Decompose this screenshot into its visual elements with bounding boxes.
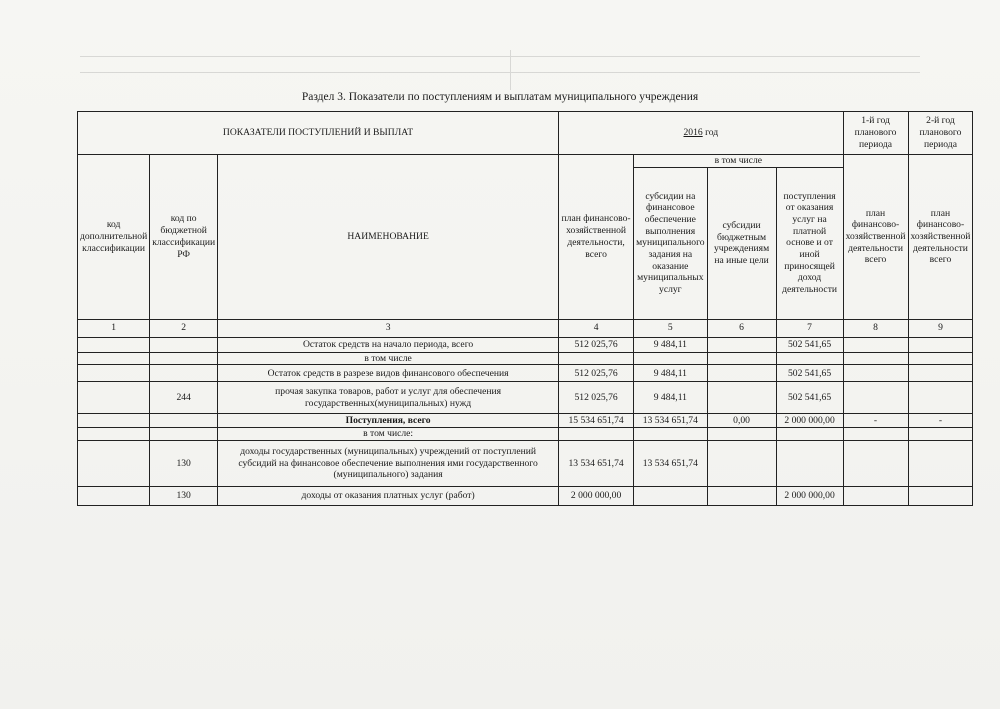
cell-paid: 502 541,65 [776, 365, 843, 382]
cell-plan-y1 [843, 487, 908, 506]
header-row-1 [78, 112, 973, 155]
cell-plan-y2 [908, 382, 973, 414]
cell-plan: 512 025,76 [559, 382, 634, 414]
column-number: 6 [707, 319, 776, 337]
column-number: 7 [776, 319, 843, 337]
header-name: НАИМЕНОВАНИЕ [218, 155, 559, 320]
cell-subsidy-task: 9 484,11 [634, 382, 707, 414]
header-kod-dop: код дополнительной классификации [78, 155, 150, 320]
cell-paid: 502 541,65 [776, 382, 843, 414]
table-row [78, 441, 973, 487]
header-plan-year-2: 2-й год планового периода [908, 112, 973, 155]
header-row-2 [78, 155, 973, 168]
cell-kod-bk [150, 414, 218, 428]
cell-kod-dop [78, 365, 150, 382]
header-year [559, 112, 843, 155]
header-paid-services: поступления от оказания услуг на платной основе и от иной приносящей доход деятельности [776, 167, 843, 319]
column-number: 2 [150, 319, 218, 337]
cell-plan-y2: - [908, 414, 973, 428]
cell-paid: 2 000 000,00 [776, 487, 843, 506]
bleed-through-shadow [80, 50, 920, 90]
cell-subsidy-other [707, 365, 776, 382]
column-number: 5 [634, 319, 707, 337]
cell-subsidy-task: 13 534 651,74 [634, 414, 707, 428]
cell-plan: 13 534 651,74 [559, 441, 634, 487]
table-row [78, 382, 973, 414]
cell-plan: 2 000 000,00 [559, 487, 634, 506]
cell-name: Остаток средств на начало периода, всего [218, 337, 559, 352]
cell-kod-dop [78, 487, 150, 506]
header-plan-y2-total: план финансово-хозяйственной деятельности всего [908, 155, 973, 320]
column-number: 9 [908, 319, 973, 337]
cell-plan [559, 428, 634, 441]
column-number: 4 [559, 319, 634, 337]
column-number: 8 [843, 319, 908, 337]
cell-plan-y2 [908, 352, 973, 365]
table-row [78, 365, 973, 382]
cell-subsidy-task [634, 487, 707, 506]
cell-kod-dop [78, 337, 150, 352]
cell-plan-y1 [843, 365, 908, 382]
cell-name: доходы от оказания платных услуг (работ) [218, 487, 559, 506]
year-value: 2016 [683, 127, 703, 139]
cell-subsidy-task [634, 428, 707, 441]
cell-paid [776, 428, 843, 441]
cell-subsidy-other [707, 487, 776, 506]
header-plan-year-1: 1-й год планового периода [843, 112, 908, 155]
cell-name: прочая закупка товаров, работ и услуг для обеспечения государственных(муниципальных) нужд [218, 382, 559, 414]
cell-plan [559, 352, 634, 365]
cell-subsidy-task: 13 534 651,74 [634, 441, 707, 487]
cell-plan-y1 [843, 337, 908, 352]
cell-subsidy-other [707, 352, 776, 365]
cell-name: Поступления, всего [218, 414, 559, 428]
section-title: Раздел 3. Показатели по поступлениям и выплатам муниципального учреждения [301, 91, 699, 103]
cell-name: доходы государственных (муниципальных) учреждений от поступлений субсидий на финансовое обеспечение выполнения ими государственного (муниципального) задания [218, 441, 559, 487]
header-subsidy-task: субсидии на финансовое обеспечение выполнения муниципального задания на оказание муниципальных услуг [634, 167, 707, 319]
cell-paid [776, 441, 843, 487]
cell-plan-y2 [908, 441, 973, 487]
cell-plan-y1 [843, 352, 908, 365]
cell-plan-y2 [908, 428, 973, 441]
cell-subsidy-other [707, 428, 776, 441]
table-row [78, 428, 973, 441]
cell-kod-bk: 130 [150, 487, 218, 506]
cell-kod-dop [78, 352, 150, 365]
cell-name: в том числе: [218, 428, 559, 441]
cell-subsidy-other [707, 382, 776, 414]
indicators-table [77, 111, 973, 506]
cell-kod-dop [78, 414, 150, 428]
header-indicators: ПОКАЗАТЕЛИ ПОСТУПЛЕНИЙ И ВЫПЛАТ [78, 112, 559, 155]
header-plan-total: план финансово-хозяйственной деятельности, всего [559, 155, 634, 320]
cell-paid: 502 541,65 [776, 337, 843, 352]
cell-subsidy-other [707, 441, 776, 487]
header-plan-y1-total: план финансово-хозяйственной деятельности всего [843, 155, 908, 320]
header-subsidy-other: субсидии бюджетным учреждениям на иные цели [707, 167, 776, 319]
table-row [78, 487, 973, 506]
cell-plan: 15 534 651,74 [559, 414, 634, 428]
cell-kod-bk [150, 365, 218, 382]
cell-plan-y1 [843, 441, 908, 487]
cell-plan: 512 025,76 [559, 365, 634, 382]
cell-paid: 2 000 000,00 [776, 414, 843, 428]
cell-plan-y2 [908, 487, 973, 506]
header-kod-bk: код по бюджетной классификации РФ [150, 155, 218, 320]
cell-kod-bk [150, 337, 218, 352]
column-numbers-row [78, 319, 973, 337]
cell-subsidy-other: 0,00 [707, 414, 776, 428]
year-suffix: год [702, 127, 719, 139]
column-number: 3 [218, 319, 559, 337]
cell-kod-bk: 130 [150, 441, 218, 487]
table-row-total [78, 414, 973, 428]
cell-paid [776, 352, 843, 365]
cell-kod-bk: 244 [150, 382, 218, 414]
cell-plan-y2 [908, 337, 973, 352]
cell-plan-y2 [908, 365, 973, 382]
cell-plan-y1 [843, 382, 908, 414]
cell-plan-y1: - [843, 414, 908, 428]
cell-subsidy-task: 9 484,11 [634, 337, 707, 352]
table-row [78, 352, 973, 365]
cell-plan-y1 [843, 428, 908, 441]
cell-subsidy-task [634, 352, 707, 365]
table-row [78, 337, 973, 352]
cell-subsidy-task: 9 484,11 [634, 365, 707, 382]
cell-name: в том числе [218, 352, 559, 365]
header-including: в том числе [634, 155, 843, 168]
cell-name: Остаток средств в разрезе видов финансового обеспечения [218, 365, 559, 382]
column-number: 1 [78, 319, 150, 337]
cell-plan: 512 025,76 [559, 337, 634, 352]
cell-subsidy-other [707, 337, 776, 352]
cell-kod-dop [78, 382, 150, 414]
cell-kod-bk [150, 428, 218, 441]
cell-kod-bk [150, 352, 218, 365]
cell-kod-dop [78, 428, 150, 441]
cell-kod-dop [78, 441, 150, 487]
